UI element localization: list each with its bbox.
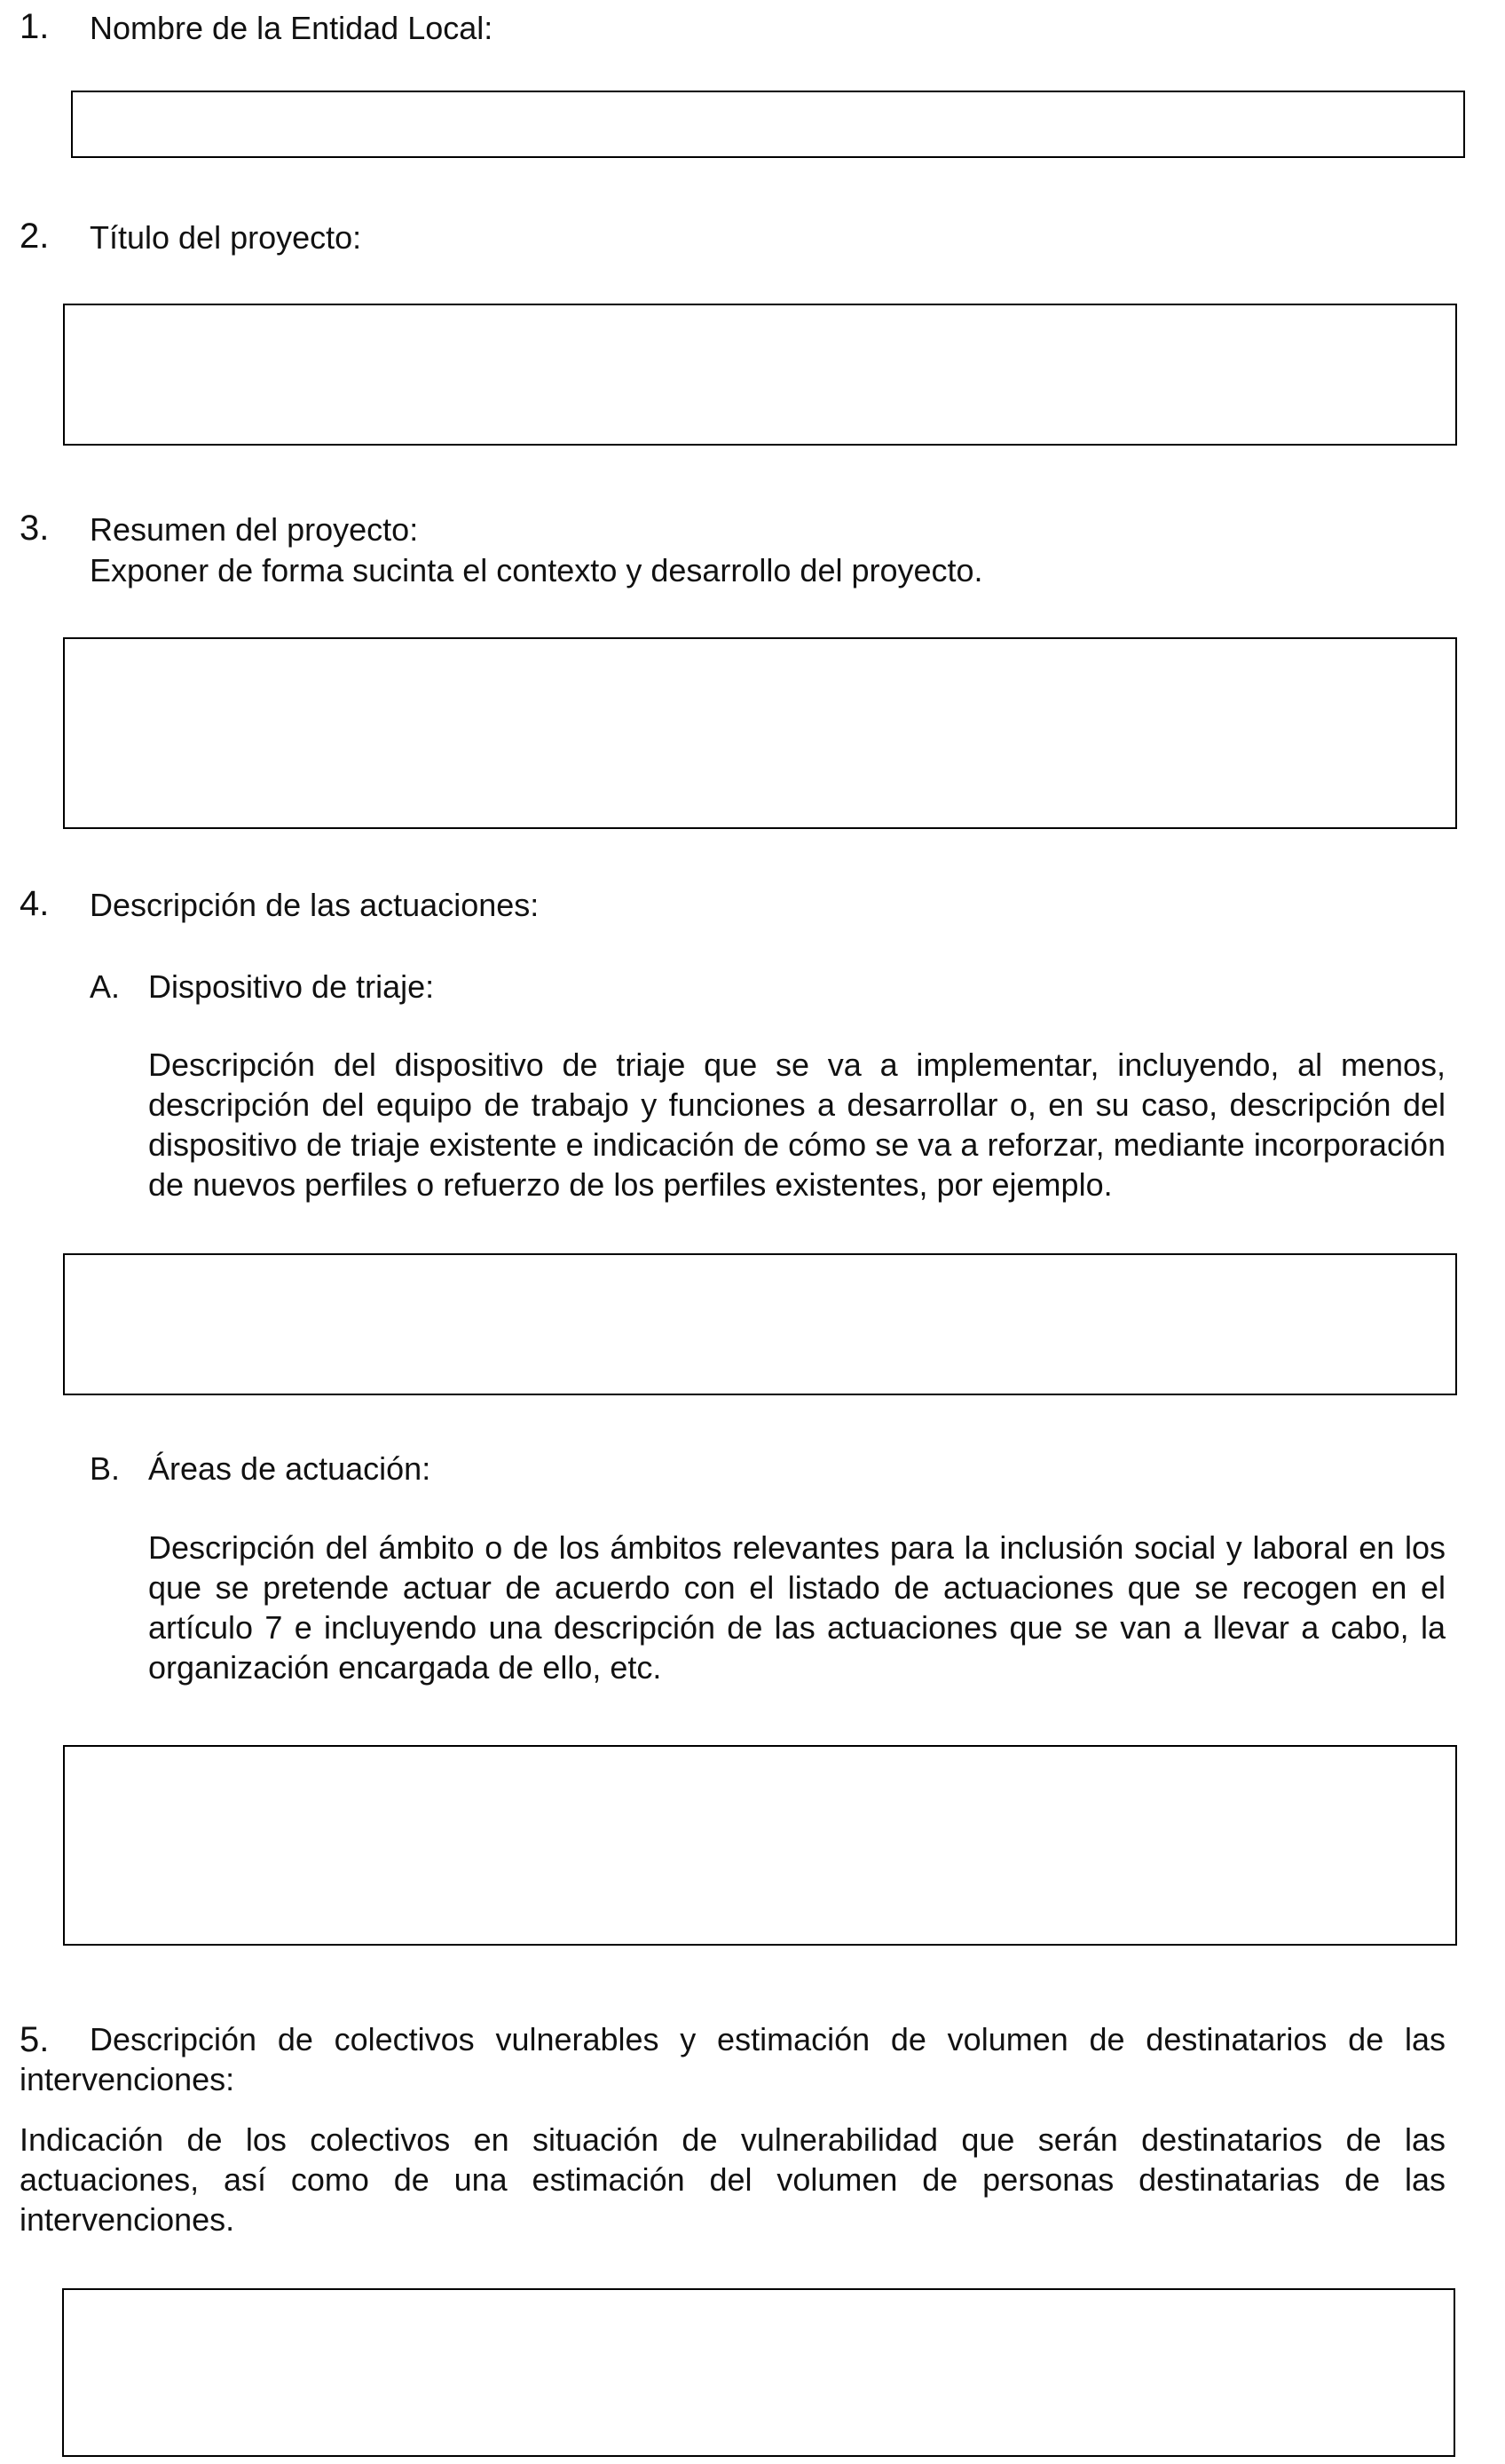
subsection-a-letter: A. bbox=[90, 968, 121, 1005]
section-2-title: Título del proyecto: bbox=[90, 219, 362, 256]
vulnerable-groups-field[interactable] bbox=[62, 2288, 1455, 2457]
action-areas-field[interactable] bbox=[63, 1745, 1457, 1946]
triage-device-field[interactable] bbox=[63, 1253, 1457, 1395]
section-3-number: 3. bbox=[20, 509, 50, 548]
section-4-number: 4. bbox=[20, 884, 50, 923]
subsection-b-title: Áreas de actuación: bbox=[148, 1450, 431, 1487]
section-3-description: Exponer de forma sucinta el contexto y desarrollo del proyecto. bbox=[90, 552, 983, 588]
project-title-field[interactable] bbox=[63, 304, 1457, 446]
subsection-a-title: Dispositivo de triaje: bbox=[148, 968, 435, 1005]
entity-name-field[interactable] bbox=[71, 91, 1465, 158]
subsection-b-letter: B. bbox=[90, 1450, 121, 1487]
section-5-title: Descripción de colectivos vulnerables y estimación de volumen de destinatarios de las intervenciones: bbox=[20, 2021, 1446, 2097]
section-5-number: 5. bbox=[20, 2020, 50, 2059]
project-summary-field[interactable] bbox=[63, 637, 1457, 829]
section-4-title: Descripción de las actuaciones: bbox=[90, 887, 540, 923]
subsection-a-description: Descripción del dispositivo de triaje que se va a implementar, incluyendo, al menos, descripción del equipo de trabajo y funciones a desarrollar o, en su caso, descripción del dispositivo de triaje existente e indicación de cómo se va a reforzar, mediante incorporación de nuevos perfiles o refuerzo de los perfiles existentes, por ejemplo. bbox=[148, 1046, 1446, 1203]
section-2-number: 2. bbox=[20, 217, 50, 256]
subsection-b-description: Descripción del ámbito o de los ámbitos relevantes para la inclusión social y laboral en los que se pretende actuar de acuerdo con el listado de actuaciones que se recogen en el artículo 7 e incluyendo una descripción de las actuaciones que se van a llevar a cabo, la organización encargada de ello, etc. bbox=[148, 1529, 1446, 1686]
section-5-description: Indicación de los colectivos en situación de vulnerabilidad que serán destinatarios de las actuaciones, así como de una estimación del volumen de personas destinatarias de las intervenciones. bbox=[20, 2121, 1446, 2238]
section-1-title: Nombre de la Entidad Local: bbox=[90, 10, 493, 46]
section-1-number: 1. bbox=[20, 7, 50, 46]
section-3-title: Resumen del proyecto: bbox=[90, 511, 419, 548]
